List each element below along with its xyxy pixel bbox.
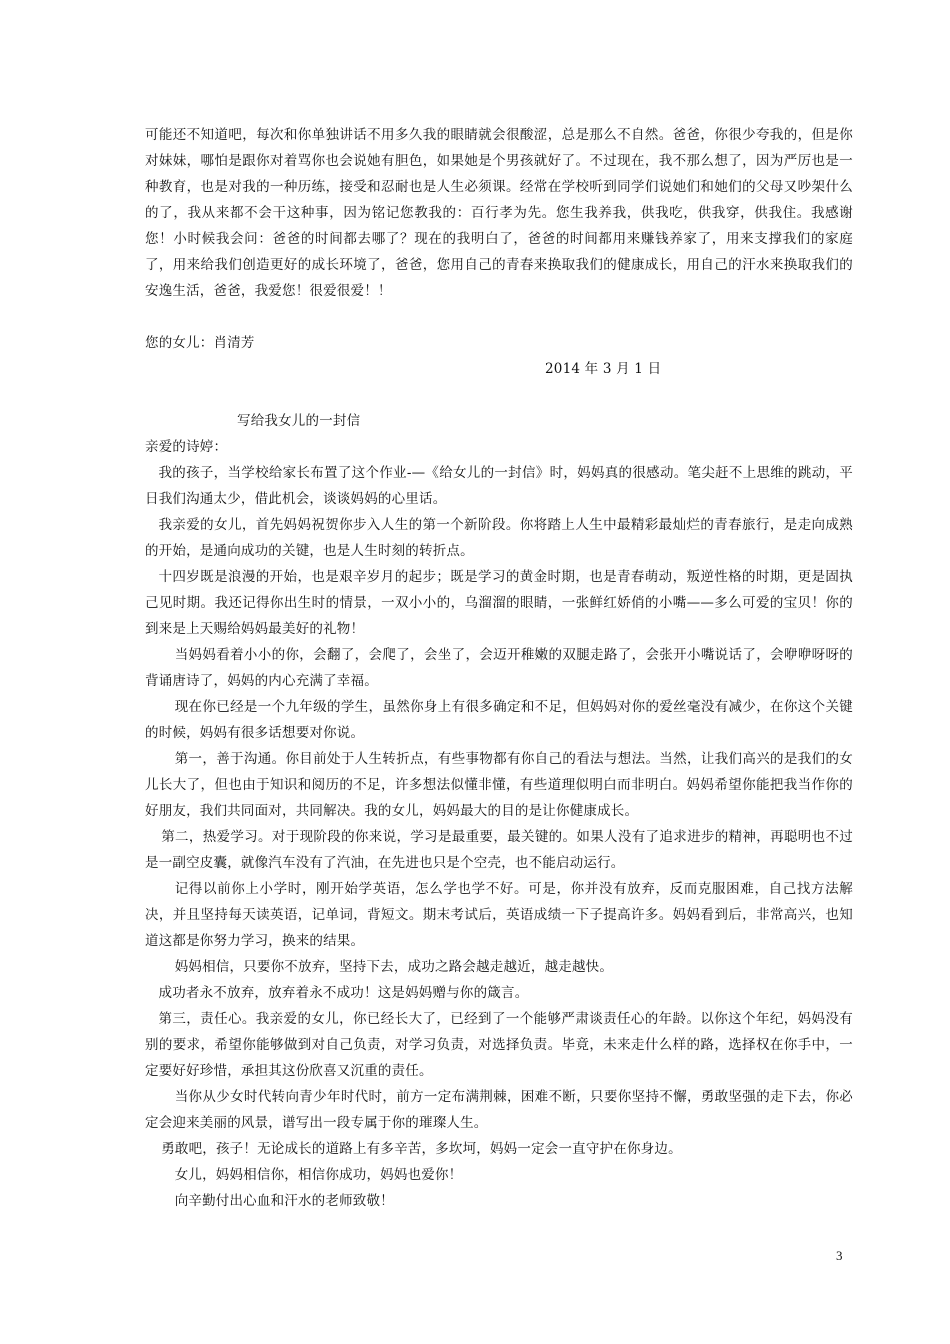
- letter2-paragraph: 向辛勤付出心血和汗水的老师致敬！: [174, 1193, 394, 1209]
- letter2-paragraph: 当你从少女时代转向青少年时代时，前方一定布满荆棘，困难不断，只要你坚持不懈，勇敢坚强的走下去，你必定会迎来美丽的风景，谱写出一段专属于你的璀璨人生。: [145, 1089, 853, 1131]
- letter2-title: 写给我女儿的一封信: [237, 413, 361, 429]
- letter2-paragraph: 第二，热爱学习。对于现阶段的你来说，学习是最重要，最关键的。如果人没有了追求进步的精神，再聪明也不过是一副空皮囊，就像汽车没有了汽油，在先进也只是个空壳，也不能启动运行。: [145, 829, 853, 871]
- letter2-paragraph: 第一，善于沟通。你目前处于人生转折点，有些事物都有你自己的看法与想法。当然，让我们高兴的是我们的女儿长大了，但也由于知识和阅历的不足，许多想法似懂非懂，有些道理似明白而非明白。妈妈希望你能把我当作你的好朋友，我们共同面对，共同解决。我的女儿，妈妈最大的目的是让你健康成长。: [145, 751, 853, 819]
- spacer: [145, 382, 853, 408]
- letter2-paragraph: 成功者永不放弃，放弃着永不成功！这是妈妈赠与你的箴言。: [158, 985, 529, 1001]
- letter2-paragraph: 十四岁既是浪漫的开始，也是艰辛岁月的起步；既是学习的黄金时期，也是青春萌动，叛逆性格的时期，更是固执己见时期。我还记得你出生时的情景，一双小小的，乌溜溜的眼睛，一张鲜红娇俏的小嘴——多么可爱的宝贝！你的到来是上天赐给妈妈最美好的礼物！: [145, 569, 853, 637]
- letter2-paragraph: 当妈妈看着小小的你，会翻了，会爬了，会坐了，会迈开稚嫩的双腿走路了，会张开小嘴说话了，会咿咿呀呀的背诵唐诗了，妈妈的内心充满了幸福。: [145, 647, 853, 689]
- spacer: [145, 304, 853, 330]
- letter2-paragraph: 勇敢吧，孩子！无论成长的道路上有多辛苦，多坎坷，妈妈一定会一直守护在你身边。: [161, 1141, 682, 1157]
- letter1-body: 可能还不知道吧，每次和你单独讲话不用多久我的眼睛就会很酸涩，总是那么不自然。爸爸，你很少夸我的，但是你对妹妹，哪怕是跟你对着骂你也会说她有胆色，如果她是个男孩就好了。不过现在，我不那么想了，因为严厉也是一种教育，也是对我的一种历练，接受和忍耐也是人生必须课。经常在学校听到同学们说她们和她们的父母又吵架什么的了，我从来都不会干这种事，因为铭记您教我的：百行孝为先。您生我养我，供我吃，供我穿，供我住。我感谢您！小时候我会问：爸爸的时间都去哪了？现在的我明白了，爸爸的时间都用来赚钱养家了，用来支撑我们的家庭了，用来给我们创造更好的成长环境了，爸爸，您用自己的青春来换取我们的健康成长，用自己的汗水来换取我们的安逸生活，爸爸，我爱您！很爱很爱！！: [145, 127, 853, 299]
- letter2-paragraph: 记得以前你上小学时，刚开始学英语，怎么学也学不好。可是，你并没有放弃，反而克服困难，自己找方法解决，并且坚持每天读英语，记单词，背短文。期末考试后，英语成绩一下子提高许多。妈妈看到后，非常高兴，也知道这都是你努力学习，换来的结果。: [145, 881, 853, 949]
- letter2-paragraph: 现在你已经是一个九年级的学生，虽然你身上有很多确定和不足，但妈妈对你的爱丝毫没有减少，在你这个关键的时候，妈妈有很多话想要对你说。: [145, 699, 853, 741]
- letter2-paragraph: 女儿，妈妈相信你，相信你成功，妈妈也爱你！: [174, 1167, 463, 1183]
- letter2-paragraph: 第三，责任心。我亲爱的女儿，你已经长大了，已经到了一个能够严肃谈责任心的年龄。以你这个年纪，妈妈没有别的要求，希望你能够做到对自己负责，对学习负责，对选择负责。毕竟，未来走什么样的路，选择权在你手中，一定要好好珍惜，承担其这份欣喜又沉重的责任。: [145, 1011, 853, 1079]
- letter1-signature: 您的女儿：肖清芳: [145, 335, 255, 351]
- document-content: [145, 122, 853, 1214]
- letter1-date: 2014 年 3 月 1 日: [545, 361, 662, 377]
- letter2-paragraph: 我的孩子，当学校给家长布置了这个作业-—《给女儿的一封信》时，妈妈真的很感动。笔尖赶不上思维的跳动，平日我们沟通太少，借此机会，谈谈妈妈的心里话。: [145, 465, 853, 507]
- letter2-greeting: 亲爱的诗婷：: [145, 439, 228, 455]
- page-number: 3: [836, 1248, 843, 1263]
- letter2-paragraph: 妈妈相信，只要你不放弃，坚持下去，成功之路会越走越近，越走越快。: [174, 959, 614, 975]
- letter2-paragraph: 我亲爱的女儿，首先妈妈祝贺你步入人生的第一个新阶段。你将踏上人生中最精彩最灿烂的青春旅行，是走向成熟的开始，是通向成功的关键，也是人生时刻的转折点。: [145, 517, 853, 559]
